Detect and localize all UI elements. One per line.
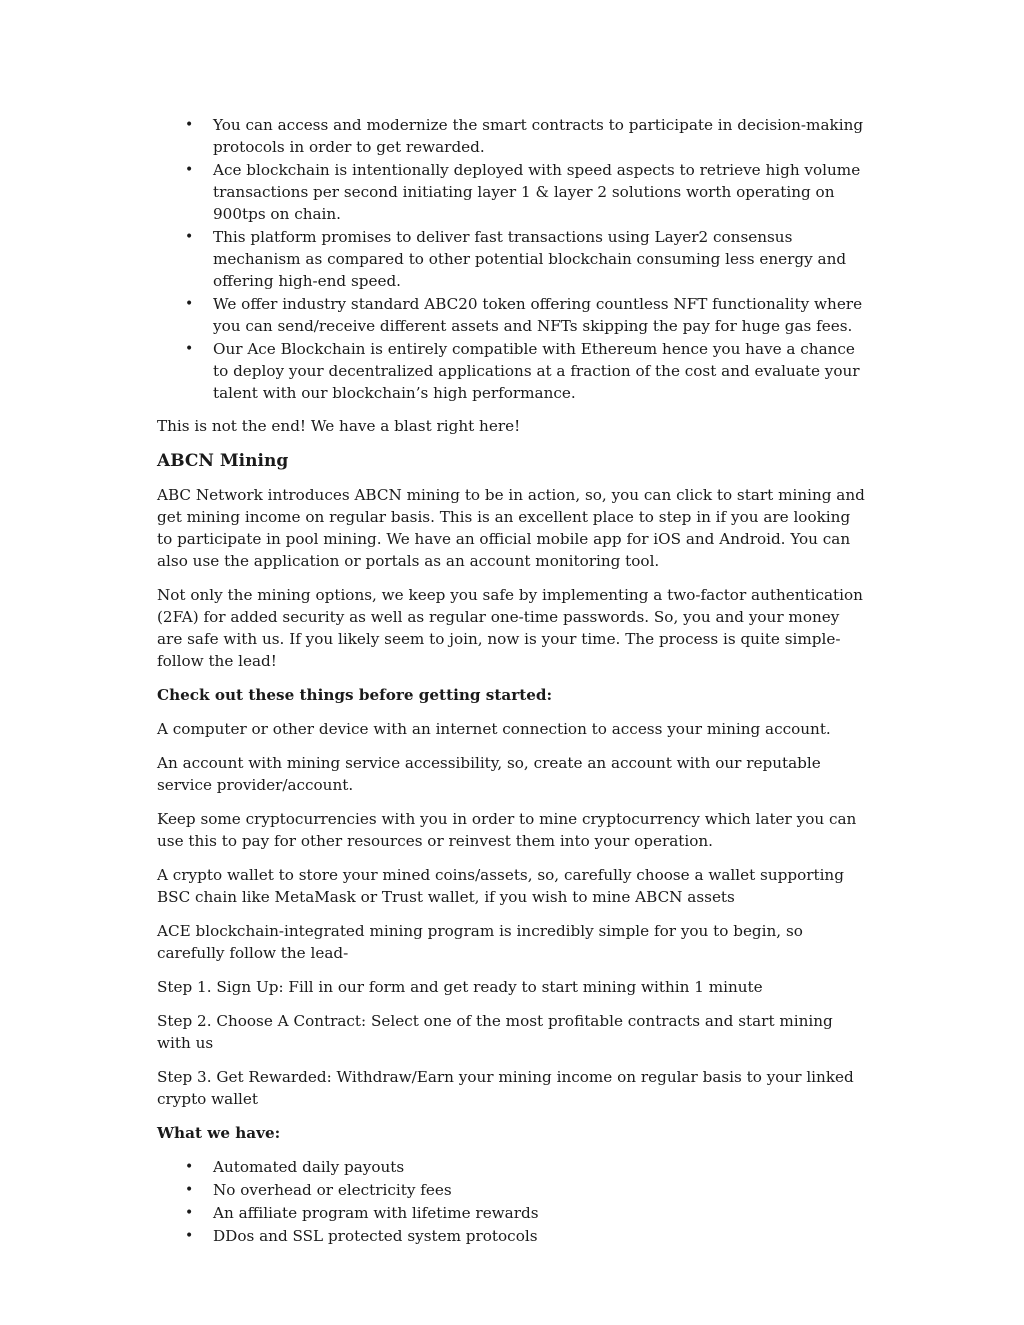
bullet-icon: •: [185, 1182, 194, 1198]
checklist-heading: Check out these things before getting started:: [157, 686, 553, 704]
requirement-crypto: Keep some cryptocurrencies with you in order to mine cryptocurrency which later you can use this to pay for other resources or reinvest them into your operation.: [157, 810, 857, 850]
bullet-icon: •: [185, 162, 194, 178]
list-item-text: No overhead or electricity fees: [213, 1181, 452, 1199]
step-get-rewarded: Step 3. Get Rewarded: Withdraw/Earn your mining income on regular basis to your linked crypto wallet: [157, 1068, 854, 1108]
list-item-text: We offer industry standard ABC20 token offering countless NFT functionality where you can send/receive different assets and NFTs skipping the pay for huge gas fees.: [213, 295, 863, 335]
list-item-text: DDos and SSL protected system protocols: [213, 1227, 538, 1245]
list-item: [157, 338, 867, 404]
bullet-icon: •: [185, 1228, 194, 1244]
list-item: [157, 1156, 867, 1178]
list-item: [157, 1225, 867, 1247]
list-item: [157, 114, 867, 158]
list-item-text: This platform promises to deliver fast transactions using Layer2 consensus mechanism as compared to other potential blockchain consuming less energy and offering high-end speed.: [213, 228, 847, 290]
list-item-text: You can access and modernize the smart contracts to participate in decision-making protocols in order to get rewarded.: [213, 116, 864, 156]
list-item: [157, 293, 867, 337]
step-choose-contract: Step 2. Choose A Contract: Select one of the most profitable contracts and start mining with us: [157, 1012, 833, 1052]
security-paragraph: Not only the mining options, we keep you safe by implementing a two-factor authentication (2FA) for added security as well as regular one-time passwords. So, you and your money are safe with us. If you likely seem to join, now is your time. The process is quite simple- follow the lead!: [157, 586, 863, 670]
bullet-icon: •: [185, 229, 194, 245]
intro-end-text: This is not the end! We have a blast right here!: [157, 417, 521, 435]
bullet-icon: •: [185, 1159, 194, 1175]
list-item-text: An affiliate program with lifetime rewards: [213, 1204, 539, 1222]
features-heading: What we have:: [157, 1124, 281, 1142]
list-item: [157, 159, 867, 225]
list-item: [157, 1202, 867, 1224]
document-page: [157, 114, 867, 1248]
program-intro: ACE blockchain-integrated mining program is incredibly simple for you to begin, so carefully follow the lead-: [157, 922, 803, 962]
bullet-icon: •: [185, 1205, 194, 1221]
section-heading: ABCN Mining: [157, 451, 289, 471]
requirement-device: A computer or other device with an internet connection to access your mining account.: [157, 720, 831, 738]
list-item: [157, 226, 867, 292]
list-item-text: Our Ace Blockchain is entirely compatible with Ethereum hence you have a chance to deploy your decentralized applications at a fraction of the cost and evaluate your talent with our blockchain’s high performance.: [213, 340, 860, 402]
mining-intro-paragraph: ABC Network introduces ABCN mining to be in action, so, you can click to start mining and get mining income on regular basis. This is an excellent place to step in if you are looking to participate in pool mining. We have an official mobile app for iOS and Android. You can also use the application or portals as an account monitoring tool.: [157, 486, 865, 570]
feature-bullet-list: [157, 114, 867, 404]
bullet-icon: •: [185, 117, 194, 133]
list-item-text: Automated daily payouts: [213, 1158, 405, 1176]
requirement-wallet: A crypto wallet to store your mined coins/assets, so, carefully choose a wallet supporting BSC chain like MetaMask or Trust wallet, if you wish to mine ABCN assets: [157, 866, 844, 906]
list-item-text: Ace blockchain is intentionally deployed with speed aspects to retrieve high volume transactions per second initiating layer 1 & layer 2 solutions worth operating on 900tps on chain.: [213, 161, 861, 223]
requirement-account: An account with mining service accessibility, so, create an account with our reputable service provider/account.: [157, 754, 821, 794]
bullet-icon: •: [185, 341, 194, 357]
features-bullet-list: [157, 1156, 867, 1247]
list-item: [157, 1179, 867, 1201]
step-sign-up: Step 1. Sign Up: Fill in our form and get ready to start mining within 1 minute: [157, 978, 763, 996]
bullet-icon: •: [185, 296, 194, 312]
